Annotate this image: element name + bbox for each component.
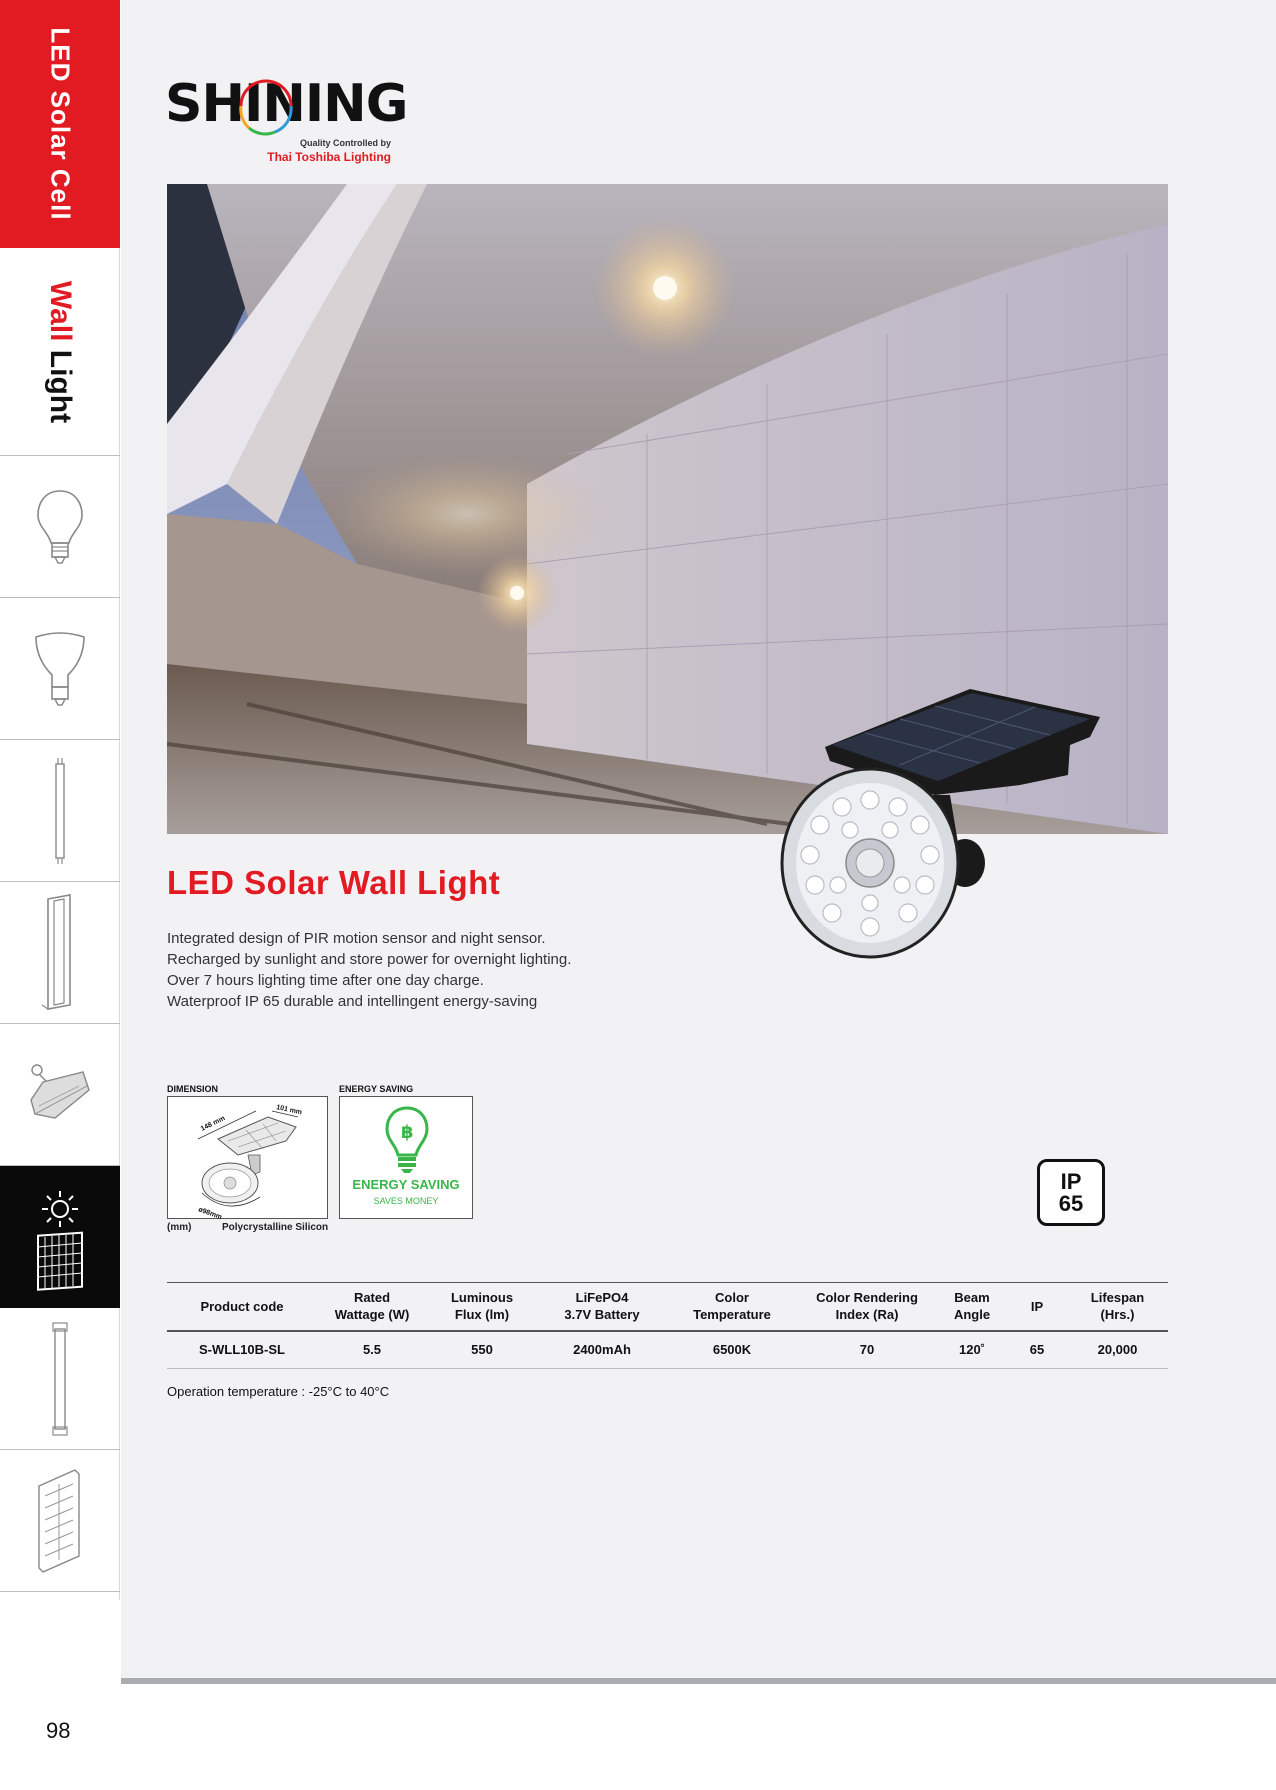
- cell-lifespan: 20,000: [1067, 1331, 1168, 1369]
- header-color-temperature: Color Temperature: [667, 1283, 797, 1331]
- page-number: 98: [46, 1718, 71, 1743]
- tube-icon: [50, 756, 70, 866]
- svg-text:฿: ฿: [401, 1122, 414, 1143]
- product-title: LED Solar Wall Light: [167, 864, 501, 901]
- sidebar-category-tab[interactable]: [0, 0, 120, 248]
- cell-wattage: 5.5: [317, 1331, 427, 1369]
- sidebar-subcategory-tab[interactable]: [0, 248, 120, 456]
- cell-luminous-flux: 550: [427, 1331, 537, 1369]
- dimension-101: 101 mm: [275, 1104, 303, 1117]
- brand-logo: [165, 74, 408, 168]
- sidebar-item-highbay[interactable]: [0, 1024, 120, 1166]
- sidebar-item-t5[interactable]: [0, 1308, 120, 1450]
- category-sidebar: [0, 0, 120, 1600]
- sidebar-item-reflector[interactable]: [0, 598, 120, 740]
- spec-table: [167, 1282, 1168, 1369]
- header-rated-wattage: Rated Wattage (W): [317, 1283, 427, 1331]
- description-line: Waterproof IP 65 durable and intellingent energy-saving: [167, 993, 538, 1010]
- description-line: Integrated design of PIR motion sensor and night sensor.: [167, 930, 546, 947]
- dimension-unit: (mm): [167, 1222, 192, 1233]
- saves-money-text: SAVES MONEY: [373, 1196, 439, 1206]
- header-product-code: Product code: [167, 1283, 317, 1331]
- table-header-row: [167, 1283, 1168, 1331]
- header-lifespan: Lifespan (Hrs.): [1067, 1283, 1168, 1331]
- reflector-bulb-icon: [32, 629, 88, 709]
- cell-color-temperature: 6500K: [667, 1331, 797, 1369]
- product-photo: [770, 685, 1100, 970]
- description-line: Over 7 hours lighting time after one day charge.: [167, 972, 484, 989]
- sidebar-item-bulb[interactable]: [0, 456, 120, 598]
- panel-material: Polycrystalline Silicon: [222, 1222, 329, 1233]
- cell-battery: 2400mAh: [537, 1331, 667, 1369]
- bottom-divider: [121, 1678, 1276, 1684]
- logo-rainbow-arc: [235, 70, 297, 148]
- sidebar-subcategory-label: Wall Light: [44, 280, 77, 424]
- cell-beam-angle: 120˚: [937, 1331, 1007, 1369]
- ip-badge-line1: IP: [1060, 1169, 1082, 1194]
- cell-product-code: S-WLL10B-SL: [167, 1331, 317, 1369]
- cell-ip: 65: [1007, 1331, 1067, 1369]
- energy-saving-text: ENERGY SAVING: [352, 1177, 460, 1192]
- table-row: [167, 1331, 1168, 1369]
- energy-saving-badge: [339, 1096, 473, 1219]
- description-line: Recharged by sunlight and store power for overnight lighting.: [167, 951, 572, 968]
- panel-fixture-icon: [35, 1466, 85, 1576]
- highbay-icon: [25, 1060, 95, 1130]
- dimension-label: DIMENSION: [167, 1084, 219, 1094]
- sidebar-item-panel[interactable]: [0, 1450, 120, 1592]
- batten-icon: [40, 893, 80, 1013]
- header-ip: IP: [1007, 1283, 1067, 1331]
- energy-bulb-icon: [384, 1105, 430, 1175]
- operation-temperature: Operation temperature : -25°C to 40°C: [167, 1384, 390, 1399]
- t5-tube-icon: [48, 1319, 72, 1439]
- header-beam-angle: Beam Angle: [937, 1283, 1007, 1331]
- dimension-98: ø98mm: [197, 1206, 223, 1220]
- logo-company: Thai Toshiba Lighting: [267, 150, 391, 164]
- sidebar-item-tube[interactable]: [0, 740, 120, 882]
- header-luminous-flux: Luminous Flux (lm): [427, 1283, 537, 1331]
- dimension-drawing: [167, 1096, 328, 1219]
- sidebar-category-label: LED Solar Cell: [45, 27, 76, 221]
- solar-icon: [20, 1177, 100, 1297]
- energy-saving-label: ENERGY SAVING: [339, 1084, 414, 1094]
- product-description: [167, 928, 687, 1012]
- header-cri: Color Rendering Index (Ra): [797, 1283, 937, 1331]
- ip-badge-line2: 65: [1058, 1191, 1084, 1216]
- header-battery: LiFePO4 3.7V Battery: [537, 1283, 667, 1331]
- cell-cri: 70: [797, 1331, 937, 1369]
- bulb-icon: [35, 487, 85, 567]
- sidebar-item-batten[interactable]: [0, 882, 120, 1024]
- ip-rating-badge: [1037, 1159, 1105, 1226]
- logo-tagline: Quality Controlled by: [299, 138, 391, 148]
- dimension-148: 148 mm: [199, 1115, 227, 1133]
- sidebar-item-solar[interactable]: [0, 1166, 120, 1308]
- brand-logo-word: SHINING: [165, 74, 408, 134]
